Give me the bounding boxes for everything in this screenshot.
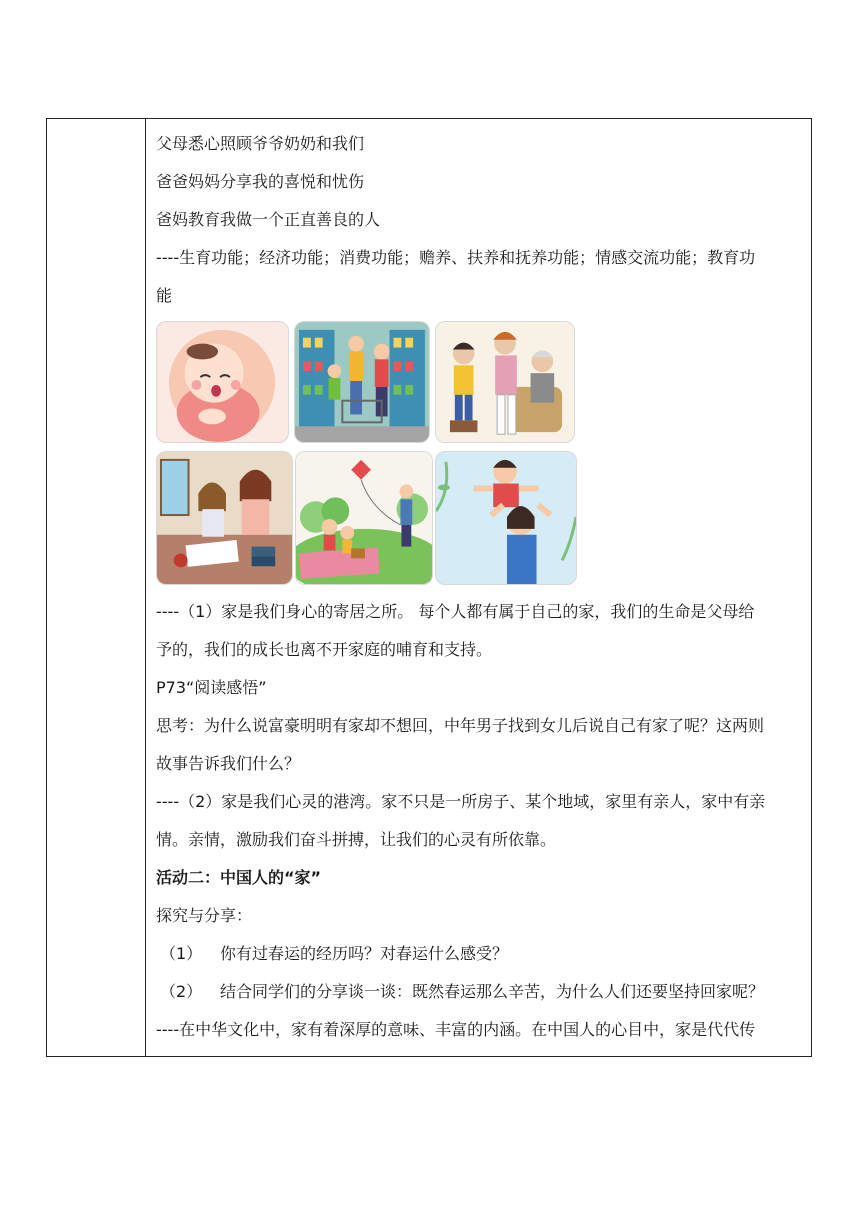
text-line: 爸妈教育我做一个正直善良的人 [156,210,381,229]
text-line: 探究与分享： [156,906,253,925]
text-line: ----生育功能；经济功能；消费功能；赡养、扶养和抚养功能；情感交流功能；教育功 [156,248,756,267]
text-line: 予的，我们的成长也离不开家庭的哺育和支持。 [156,640,493,659]
picnic-illustration [295,451,433,585]
baby-illustration [156,321,289,443]
text-line: 爸爸妈妈分享我的喜悦和忧伤 [156,172,365,191]
question-text: 你有过春运的经历吗？对春运什么感受？ [220,944,509,963]
text-line: 情。亲情，激励我们奋斗拼搏，让我们的心灵有所依靠。 [156,830,557,849]
text-line: ----（2）家是我们心灵的港湾。家不只是一所房子、某个地域，家里有亲人，家中有亲 [156,792,766,811]
section-heading: 活动二：中国人的“家” [156,868,322,887]
question-item [156,935,803,973]
text-line: 故事告诉我们什么？ [156,754,301,773]
text-line: 思考：为什么说富豪明明有家却不想回，中年男子找到女儿后说自己有家了呢？这两则 [156,716,765,735]
text-line: ----在中华文化中，家有着深厚的意味、丰富的内涵。在中国人的心目中，家是代代传 [156,1020,756,1039]
text-line: P73“阅读感悟” [156,678,267,697]
column-divider [145,119,146,1056]
text-line: 父母悉心照顾爷爷奶奶和我们 [156,134,365,153]
elderly-care-illustration [435,321,575,443]
right-column [156,125,803,1049]
question-text: 结合同学们的分享谈一谈：既然春运那么辛苦，为什么人们还要坚持回家呢？ [220,982,765,1001]
supermarket-illustration [294,321,430,443]
question-number: （2） [160,982,203,1001]
question-item [156,973,803,1011]
text-line: ----（1）家是我们身心的寄居之所。 每个人都有属于自己的家，我们的生命是父母给 [156,602,755,621]
illustration-grid [156,321,803,589]
question-number: （1） [160,944,203,963]
homework-illustration [156,451,293,585]
family-joy-illustration [435,451,577,585]
content-table [46,118,812,1057]
text-line: 能 [156,286,173,305]
